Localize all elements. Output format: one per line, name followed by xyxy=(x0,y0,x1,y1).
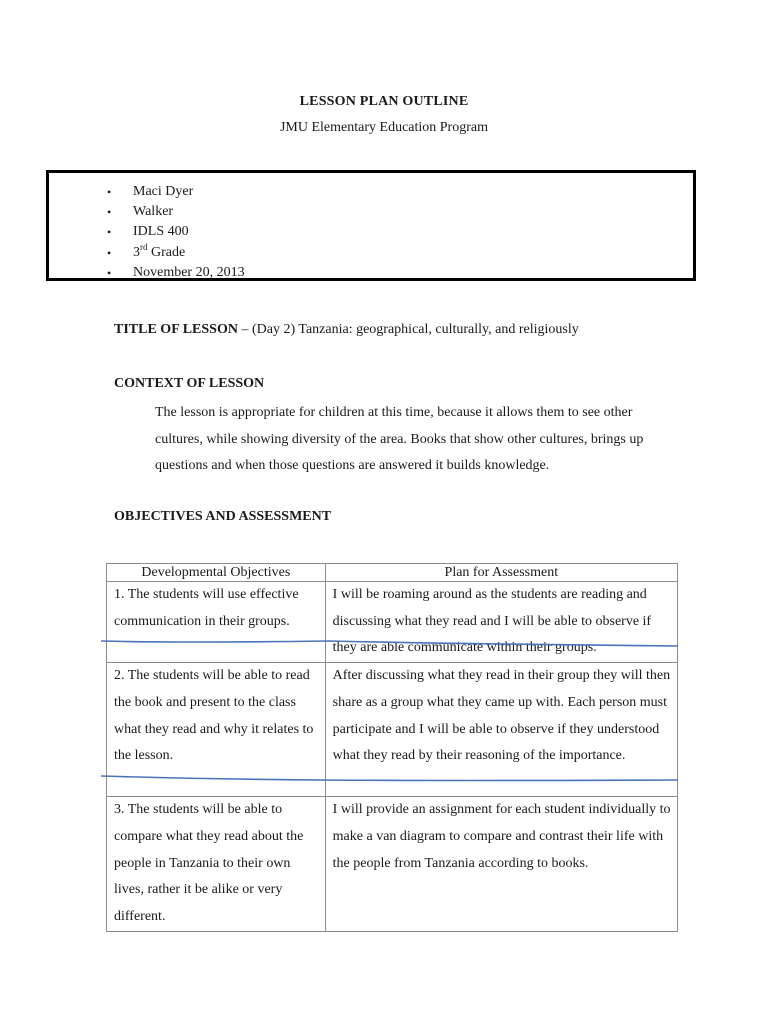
lesson-title-label: TITLE OF LESSON xyxy=(114,322,238,337)
info-item-teacher: • Walker xyxy=(107,202,245,222)
column-header-objectives: Developmental Objectives xyxy=(107,564,326,582)
info-item-name: • Maci Dyer xyxy=(107,182,245,202)
context-body: The lesson is appropriate for children at this time, because it allows them to see other cultures, while showing diversity of the area. Books that show other cultures, brings up questions and when those questions are answered it builds knowledge. xyxy=(155,405,644,474)
assessment-cell: I will provide an assignment for each student individually to make a van diagram to compare and contrast their life with the people from Tanzania according to books. xyxy=(325,797,677,932)
document-title: LESSON PLAN OUTLINE xyxy=(299,94,469,109)
table-row xyxy=(107,797,678,932)
objectives-heading: OBJECTIVES AND ASSESSMENT xyxy=(114,509,332,524)
column-header-assessment: Plan for Assessment xyxy=(325,564,677,582)
table-row xyxy=(107,582,678,663)
info-item-course: • IDLS 400 xyxy=(107,222,245,242)
bullet-icon: • xyxy=(107,265,112,280)
lesson-title-value: (Day 2) Tanzania: geographical, culturally, and religiously xyxy=(251,322,579,337)
bullet-icon: • xyxy=(107,185,112,199)
info-item-grade: • 3rd Grade xyxy=(107,243,245,263)
document-subtitle: JMU Elementary Education Program xyxy=(279,120,488,135)
bullet-icon: • xyxy=(107,245,112,260)
bullet-icon: • xyxy=(107,225,112,240)
objective-cell: 3. The students will be able to compare what they read about the people in Tanzania to their own lives, rather it be alike or very different. xyxy=(107,797,326,932)
info-item-date: • November 20, 2013 xyxy=(107,263,245,283)
info-list xyxy=(107,182,245,283)
objectives-table xyxy=(106,563,678,932)
context-heading: CONTEXT OF LESSON xyxy=(114,376,265,391)
lesson-title-line xyxy=(114,322,579,338)
lesson-title-dash: – xyxy=(237,322,252,337)
info-box xyxy=(46,170,696,281)
assessment-cell: After discussing what they read in their group they will then share as a group what they came up with. Each person must participate and I will be able to observe if they understood what they read by their reasoning of the importance. xyxy=(325,663,677,797)
table-header-row xyxy=(107,564,678,582)
assessment-cell: I will be roaming around as the students are reading and discussing what they read and I will be able to observe if they are able communicate within their groups. xyxy=(325,582,677,663)
objective-cell: 2. The students will be able to read the book and present to the class what they read and why it relates to the lesson. xyxy=(107,663,326,797)
table-row xyxy=(107,663,678,797)
bullet-icon: • xyxy=(107,205,112,220)
objective-cell: 1. The students will use effective communication in their groups. xyxy=(107,582,326,663)
